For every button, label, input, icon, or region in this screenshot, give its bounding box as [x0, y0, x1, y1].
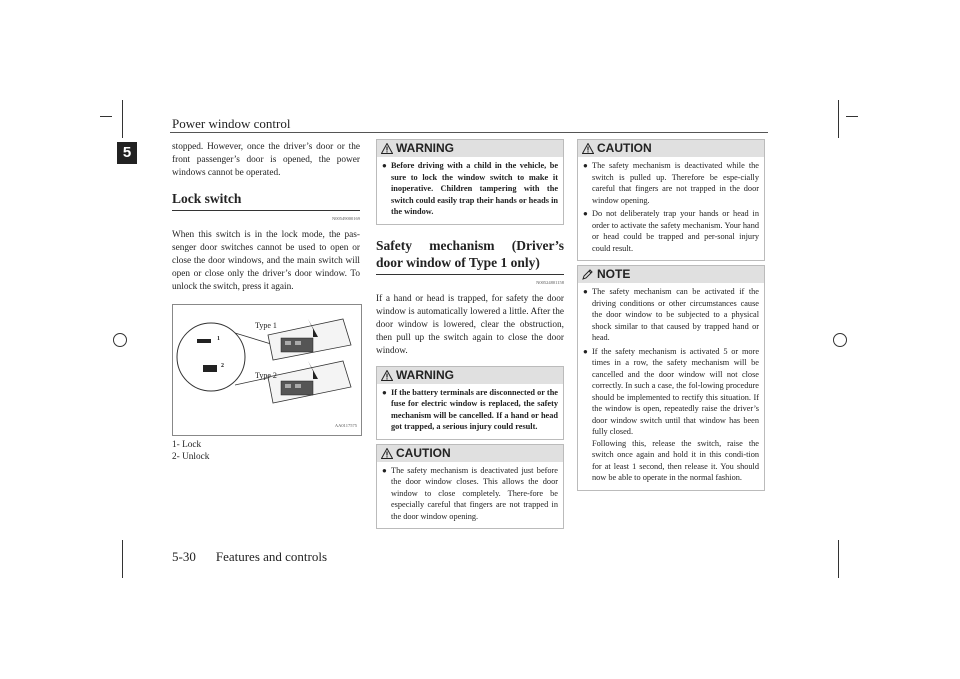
warning-triangle-icon — [381, 143, 393, 154]
warning-triangle-icon — [381, 370, 393, 381]
caution-label: CAUTION — [396, 445, 451, 460]
list-item: ● If the safety mechanism is activated 5 or more times in a row, the safety mechanism will be cancelled and the door window will not close correctly. In such a case, the fol-lowing procedure should be implemented to rectify this situation. If the window is open, repeatedly raise the driver’s door window switch until that window has been fully closed. Following this, release the switch, raise the switch once again and hold it in this condi-tion for at least 1 second, then release it. You should now be able to operate in the normal fashion. — [583, 346, 759, 482]
caption-unlock: 2- Unlock — [172, 452, 210, 462]
safety-mechanism-heading: Safety mechanism (Driver’s door window of Type 1 only) — [376, 237, 564, 275]
note-followup: Following this, release the switch, raise the switch once again and hold it in this condi-tion for at least 1 second, then release it. You should now be able to operate in the normal fashion. — [592, 438, 759, 482]
warning-box-child — [376, 139, 564, 225]
bullet-icon: ● — [382, 465, 387, 475]
warning-label: WARNING — [396, 367, 454, 382]
bullet-icon: ● — [583, 209, 588, 218]
caution-label: CAUTION — [597, 141, 652, 155]
bullet-icon: ● — [583, 346, 588, 356]
column-3 — [577, 139, 765, 495]
caption-lock: 1- Lock — [172, 440, 202, 450]
footer-section: Features and controls — [215, 549, 328, 564]
warning-header — [377, 140, 563, 157]
crop-mark-bl-v — [122, 540, 123, 578]
note-pencil-icon — [582, 269, 594, 280]
caution-box-deactivation — [376, 444, 564, 530]
lock-switch-heading: Lock switch — [172, 190, 360, 211]
caution-triangle-icon — [381, 448, 393, 459]
intro-paragraph: stopped. However, once the driver’s door or the front passenger’s door is opened, the power windows cannot be operated. — [172, 142, 360, 178]
list-item: ● Before driving with a child in the vehicle, be sure to lock the window switch to make it inoperative. Children tampering with the switch could easily trap their hands or heads in the window. — [382, 161, 558, 216]
list-item: ● The safety mechanism is deactivated just before the door window closes. This allows the door window to close completely. There-fore be especially careful that fingers are not trapped in the door window opening. — [382, 465, 558, 521]
registration-mark-right — [833, 333, 847, 347]
warning-label: WARNING — [396, 141, 454, 155]
crop-mark-tr-v — [838, 100, 839, 138]
diagram-type1-label: Type 1 — [255, 321, 277, 330]
bullet-icon: ● — [382, 161, 387, 170]
note-label: NOTE — [597, 267, 631, 281]
page-number: 5-30 — [172, 549, 196, 564]
note-box — [577, 265, 765, 491]
lock-switch-code: N00549000169 — [332, 216, 360, 221]
header-rule — [170, 132, 768, 133]
safety-mechanism-code: N00524801158 — [536, 279, 564, 285]
list-item: ● The safety mechanism is deactivated while the switch is pulled up. Therefore be espe-cially careful that fingers are not trapped in the door window opening. — [583, 161, 759, 205]
crop-mark-br-v — [838, 540, 839, 578]
diagram-marker-1: 1 — [217, 336, 220, 342]
list-item: ● The safety mechanism can be activated if the driving conditions or other circumstances cause the door window to be subjected to a physical shock similar to that caused by trapped hand or head. — [583, 287, 759, 342]
lock-switch-diagram — [172, 304, 362, 436]
chapter-tab: 5 — [117, 142, 137, 164]
page-footer — [172, 549, 347, 565]
list-item: ● If the battery terminals are disconnected or the fuse for electric window is replaced, the safety mechanism will be cancelled. If a hand or head got trapped, a serious injury could result. — [382, 387, 558, 431]
bullet-icon: ● — [583, 161, 588, 170]
diagram-ref-code: AA0117575 — [334, 423, 357, 428]
warning-box-battery — [376, 366, 564, 440]
page-header-title: Power window control — [172, 116, 291, 131]
bullet-icon: ● — [382, 387, 387, 397]
crop-mark-tl-h — [100, 116, 112, 117]
bullet-icon: ● — [583, 287, 588, 296]
crop-mark-tr-h — [846, 116, 858, 117]
registration-mark-left — [113, 333, 127, 347]
caution-triangle-icon — [582, 143, 594, 154]
diagram-type2-label: Type 2 — [255, 371, 277, 380]
safety-mechanism-text: If a hand or head is trapped, for safety the door window is automatically lowered a little. After the door window is lowered, clear the obstruction, then pull up the switch again to close the door window. — [376, 293, 564, 356]
column-1 — [172, 141, 360, 463]
lock-switch-text: When this switch is in the lock mode, the pas-senger door switches cannot be used to open or close the door windows, and the main switch will open or close only the driver’s door window. To unlock the switch, press it again. — [172, 230, 360, 292]
list-item: ● Do not deliberately trap your hands or head in order to activate the safety mechanism. Your hand or head could be trapped and per-sonal injury could result. — [583, 209, 759, 253]
caution-box-safety — [577, 139, 765, 261]
column-2 — [376, 139, 564, 533]
diagram-marker-2: 2 — [221, 363, 224, 369]
crop-mark-tl-v — [122, 100, 123, 138]
